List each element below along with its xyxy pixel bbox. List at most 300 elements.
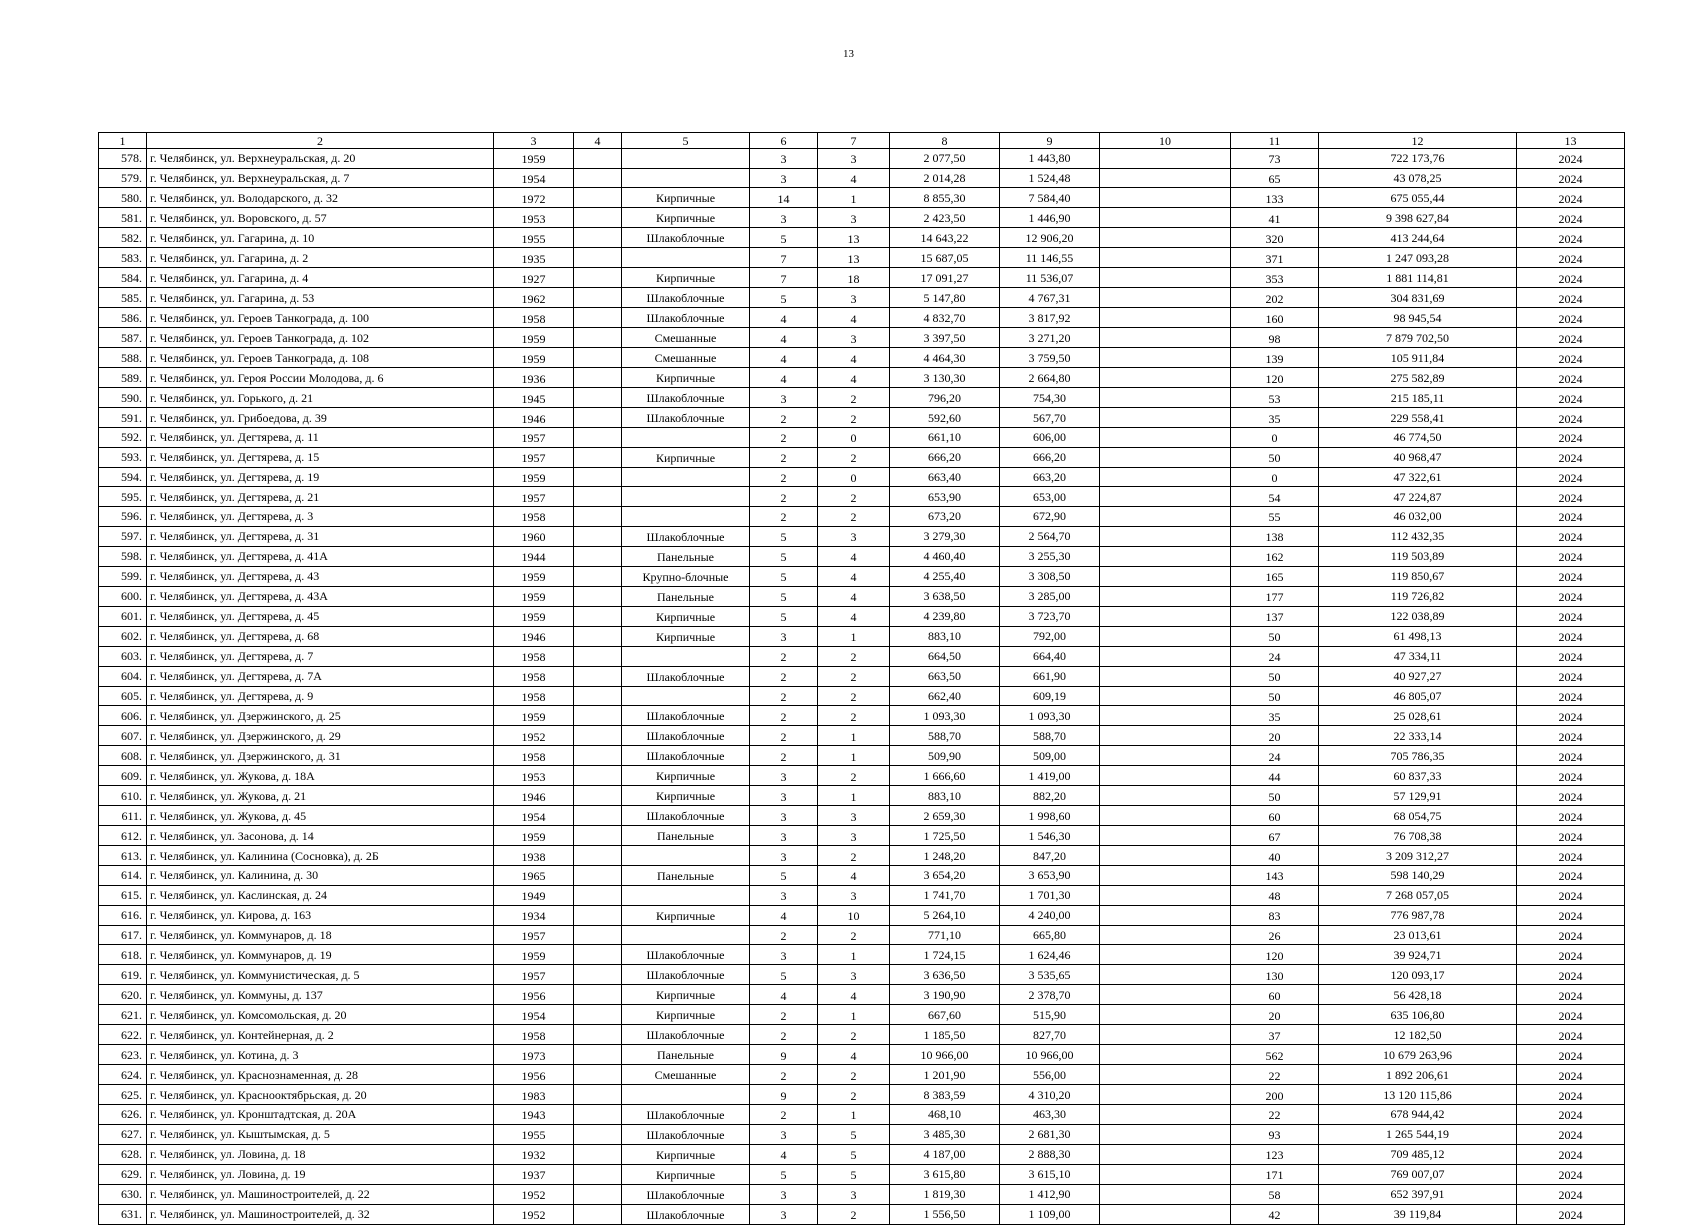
- year-cell: 1956: [494, 985, 574, 1005]
- wall-material-cell: Кирпичные: [622, 905, 750, 925]
- wall-material-cell: [622, 1085, 750, 1105]
- year-cell: 1953: [494, 208, 574, 228]
- floors-cell: 4: [750, 328, 818, 348]
- address-cell: г. Челябинск, ул. Котина, д. 3: [147, 1045, 494, 1065]
- plan-year-cell: 2024: [1517, 1184, 1625, 1204]
- row-number: 594.: [99, 467, 147, 487]
- row-number: 616.: [99, 905, 147, 925]
- col4-cell: [574, 1124, 622, 1144]
- entrances-cell: 4: [818, 368, 890, 388]
- floors-cell: 2: [750, 746, 818, 766]
- plan-year-cell: 2024: [1517, 1104, 1625, 1124]
- row-number: 617.: [99, 925, 147, 945]
- col4-cell: [574, 368, 622, 388]
- cost-cell: 22 333,14: [1319, 726, 1517, 746]
- total-area-cell: 15 687,05: [890, 248, 1000, 268]
- table-row: [99, 288, 1625, 308]
- col4-cell: [574, 566, 622, 586]
- floors-cell: 3: [750, 766, 818, 786]
- table-row: [99, 846, 1625, 866]
- plan-year-cell: 2024: [1517, 1065, 1625, 1085]
- entrances-cell: 2: [818, 408, 890, 428]
- living-area-cell: 609,19: [1000, 686, 1100, 706]
- col10-cell: [1100, 566, 1231, 586]
- floors-cell: 2: [750, 447, 818, 467]
- residents-cell: 35: [1231, 408, 1319, 428]
- col10-cell: [1100, 726, 1231, 746]
- plan-year-cell: 2024: [1517, 965, 1625, 985]
- entrances-cell: 4: [818, 1045, 890, 1065]
- year-cell: 1972: [494, 188, 574, 208]
- address-cell: г. Челябинск, ул. Дегтярева, д. 31: [147, 526, 494, 546]
- col10-cell: [1100, 925, 1231, 945]
- floors-cell: 5: [750, 228, 818, 248]
- entrances-cell: 4: [818, 985, 890, 1005]
- cost-cell: 598 140,29: [1319, 865, 1517, 885]
- living-area-cell: 664,40: [1000, 646, 1100, 666]
- year-cell: 1953: [494, 766, 574, 786]
- table-row: [99, 1104, 1625, 1124]
- living-area-cell: 661,90: [1000, 666, 1100, 686]
- table-row: [99, 905, 1625, 925]
- address-cell: г. Челябинск, ул. Засонова, д. 14: [147, 826, 494, 846]
- table-row: [99, 268, 1625, 288]
- floors-cell: 3: [750, 846, 818, 866]
- floors-cell: 5: [750, 566, 818, 586]
- floors-cell: 7: [750, 248, 818, 268]
- floors-cell: 5: [750, 965, 818, 985]
- floors-cell: 4: [750, 308, 818, 328]
- entrances-cell: 0: [818, 467, 890, 487]
- table-row: [99, 806, 1625, 826]
- cost-cell: 709 485,12: [1319, 1144, 1517, 1164]
- living-area-cell: 3 723,70: [1000, 606, 1100, 626]
- wall-material-cell: [622, 248, 750, 268]
- cost-cell: 3 209 312,27: [1319, 846, 1517, 866]
- floors-cell: 3: [750, 826, 818, 846]
- address-cell: г. Челябинск, ул. Коммунаров, д. 18: [147, 925, 494, 945]
- plan-year-cell: 2024: [1517, 1164, 1625, 1184]
- col4-cell: [574, 188, 622, 208]
- plan-year-cell: 2024: [1517, 487, 1625, 507]
- entrances-cell: 4: [818, 606, 890, 626]
- table-row: [99, 606, 1625, 626]
- living-area-cell: 11 536,07: [1000, 268, 1100, 288]
- total-area-cell: 3 485,30: [890, 1124, 1000, 1144]
- cost-cell: 119 850,67: [1319, 566, 1517, 586]
- living-area-cell: 2 681,30: [1000, 1124, 1100, 1144]
- living-area-cell: 3 615,10: [1000, 1164, 1100, 1184]
- address-cell: г. Челябинск, ул. Дегтярева, д. 68: [147, 626, 494, 646]
- col4-cell: [574, 726, 622, 746]
- cost-cell: 68 054,75: [1319, 806, 1517, 826]
- col10-cell: [1100, 447, 1231, 467]
- year-cell: 1932: [494, 1144, 574, 1164]
- col4-cell: [574, 546, 622, 566]
- residents-cell: 137: [1231, 606, 1319, 626]
- living-area-cell: 665,80: [1000, 925, 1100, 945]
- living-area-cell: 3 308,50: [1000, 566, 1100, 586]
- table-row: [99, 1025, 1625, 1045]
- row-number: 603.: [99, 646, 147, 666]
- cost-cell: 776 987,78: [1319, 905, 1517, 925]
- col10-cell: [1100, 1104, 1231, 1124]
- plan-year-cell: 2024: [1517, 786, 1625, 806]
- wall-material-cell: Панельные: [622, 826, 750, 846]
- col4-cell: [574, 606, 622, 626]
- floors-cell: 3: [750, 1184, 818, 1204]
- residents-cell: 138: [1231, 526, 1319, 546]
- col10-cell: [1100, 646, 1231, 666]
- table-row: [99, 746, 1625, 766]
- floors-cell: 3: [750, 149, 818, 169]
- col10-cell: [1100, 507, 1231, 527]
- living-area-cell: 1 624,46: [1000, 945, 1100, 965]
- col4-cell: [574, 666, 622, 686]
- entrances-cell: 3: [818, 806, 890, 826]
- cost-cell: 46 032,00: [1319, 507, 1517, 527]
- total-area-cell: 664,50: [890, 646, 1000, 666]
- address-cell: г. Челябинск, ул. Гагарина, д. 2: [147, 248, 494, 268]
- total-area-cell: 2 077,50: [890, 149, 1000, 169]
- residents-cell: 65: [1231, 168, 1319, 188]
- residents-cell: 50: [1231, 626, 1319, 646]
- floors-cell: 4: [750, 985, 818, 1005]
- cost-cell: 119 503,89: [1319, 546, 1517, 566]
- table-row: [99, 1065, 1625, 1085]
- col10-cell: [1100, 586, 1231, 606]
- floors-cell: 4: [750, 348, 818, 368]
- col10-cell: [1100, 865, 1231, 885]
- plan-year-cell: 2024: [1517, 925, 1625, 945]
- total-area-cell: 588,70: [890, 726, 1000, 746]
- col4-cell: [574, 1184, 622, 1204]
- residents-cell: 171: [1231, 1164, 1319, 1184]
- floors-cell: 7: [750, 268, 818, 288]
- cost-cell: 40 968,47: [1319, 447, 1517, 467]
- wall-material-cell: [622, 925, 750, 945]
- col10-cell: [1100, 228, 1231, 248]
- column-header-2: 2: [147, 133, 494, 149]
- year-cell: 1959: [494, 945, 574, 965]
- floors-cell: 5: [750, 1164, 818, 1184]
- address-cell: г. Челябинск, ул. Коммунаров, д. 19: [147, 945, 494, 965]
- plan-year-cell: 2024: [1517, 606, 1625, 626]
- living-area-cell: 1 701,30: [1000, 885, 1100, 905]
- row-number: 578.: [99, 149, 147, 169]
- floors-cell: 2: [750, 428, 818, 448]
- year-cell: 1958: [494, 308, 574, 328]
- col10-cell: [1100, 746, 1231, 766]
- total-area-cell: 2 014,28: [890, 168, 1000, 188]
- floors-cell: 2: [750, 726, 818, 746]
- row-number: 622.: [99, 1025, 147, 1045]
- table-row: [99, 428, 1625, 448]
- table-row: [99, 507, 1625, 527]
- living-area-cell: 2 564,70: [1000, 526, 1100, 546]
- col10-cell: [1100, 706, 1231, 726]
- col4-cell: [574, 865, 622, 885]
- cost-cell: 47 322,61: [1319, 467, 1517, 487]
- table-row: [99, 786, 1625, 806]
- row-number: 615.: [99, 885, 147, 905]
- year-cell: 1958: [494, 746, 574, 766]
- table-row: [99, 168, 1625, 188]
- living-area-cell: 792,00: [1000, 626, 1100, 646]
- living-area-cell: 4 767,31: [1000, 288, 1100, 308]
- living-area-cell: 3 817,92: [1000, 308, 1100, 328]
- floors-cell: 3: [750, 885, 818, 905]
- entrances-cell: 2: [818, 846, 890, 866]
- year-cell: 1934: [494, 905, 574, 925]
- col4-cell: [574, 507, 622, 527]
- living-area-cell: 3 653,90: [1000, 865, 1100, 885]
- floors-cell: 9: [750, 1045, 818, 1065]
- plan-year-cell: 2024: [1517, 646, 1625, 666]
- table-row: [99, 566, 1625, 586]
- entrances-cell: 3: [818, 288, 890, 308]
- wall-material-cell: Шлакоблочные: [622, 965, 750, 985]
- col4-cell: [574, 1085, 622, 1105]
- plan-year-cell: 2024: [1517, 1124, 1625, 1144]
- table-row: [99, 467, 1625, 487]
- year-cell: 1935: [494, 248, 574, 268]
- plan-year-cell: 2024: [1517, 1144, 1625, 1164]
- col4-cell: [574, 348, 622, 368]
- entrances-cell: 4: [818, 348, 890, 368]
- residents-cell: 53: [1231, 388, 1319, 408]
- wall-material-cell: Кирпичные: [622, 1164, 750, 1184]
- col4-cell: [574, 149, 622, 169]
- address-cell: г. Челябинск, ул. Машиностроителей, д. 32: [147, 1204, 494, 1224]
- col10-cell: [1100, 686, 1231, 706]
- cost-cell: 678 944,42: [1319, 1104, 1517, 1124]
- residents-cell: 177: [1231, 586, 1319, 606]
- plan-year-cell: 2024: [1517, 447, 1625, 467]
- entrances-cell: 13: [818, 228, 890, 248]
- wall-material-cell: Смешанные: [622, 328, 750, 348]
- address-cell: г. Челябинск, ул. Героев Танкограда, д. 100: [147, 308, 494, 328]
- table-row: [99, 646, 1625, 666]
- cost-cell: 304 831,69: [1319, 288, 1517, 308]
- living-area-cell: 882,20: [1000, 786, 1100, 806]
- floors-cell: 5: [750, 288, 818, 308]
- address-cell: г. Челябинск, ул. Краснознаменная, д. 28: [147, 1065, 494, 1085]
- entrances-cell: 3: [818, 1184, 890, 1204]
- col10-cell: [1100, 885, 1231, 905]
- address-cell: г. Челябинск, ул. Дзержинского, д. 31: [147, 746, 494, 766]
- year-cell: 1954: [494, 1005, 574, 1025]
- col4-cell: [574, 168, 622, 188]
- plan-year-cell: 2024: [1517, 1005, 1625, 1025]
- year-cell: 1958: [494, 507, 574, 527]
- plan-year-cell: 2024: [1517, 467, 1625, 487]
- plan-year-cell: 2024: [1517, 168, 1625, 188]
- wall-material-cell: Шлакоблочные: [622, 726, 750, 746]
- floors-cell: 2: [750, 666, 818, 686]
- col10-cell: [1100, 308, 1231, 328]
- cost-cell: 652 397,91: [1319, 1184, 1517, 1204]
- address-cell: г. Челябинск, ул. Гагарина, д. 10: [147, 228, 494, 248]
- col10-cell: [1100, 388, 1231, 408]
- cost-cell: 769 007,07: [1319, 1164, 1517, 1184]
- wall-material-cell: [622, 467, 750, 487]
- wall-material-cell: Кирпичные: [622, 1005, 750, 1025]
- col4-cell: [574, 706, 622, 726]
- column-header-13: 13: [1517, 133, 1625, 149]
- row-number: 583.: [99, 248, 147, 268]
- plan-year-cell: 2024: [1517, 408, 1625, 428]
- address-cell: г. Челябинск, ул. Калинина (Сосновка), д. 2Б: [147, 846, 494, 866]
- table-row: [99, 766, 1625, 786]
- total-area-cell: 1 725,50: [890, 826, 1000, 846]
- year-cell: 1927: [494, 268, 574, 288]
- cost-cell: 722 173,76: [1319, 149, 1517, 169]
- total-area-cell: 1 741,70: [890, 885, 1000, 905]
- living-area-cell: 2 378,70: [1000, 985, 1100, 1005]
- row-number: 591.: [99, 408, 147, 428]
- table-row: [99, 726, 1625, 746]
- entrances-cell: 4: [818, 566, 890, 586]
- row-number: 598.: [99, 546, 147, 566]
- wall-material-cell: Шлакоблочные: [622, 1204, 750, 1224]
- living-area-cell: 1 093,30: [1000, 706, 1100, 726]
- column-header-3: 3: [494, 133, 574, 149]
- year-cell: 1959: [494, 467, 574, 487]
- wall-material-cell: Шлакоблочные: [622, 1025, 750, 1045]
- cost-cell: 1 881 114,81: [1319, 268, 1517, 288]
- residents-cell: 123: [1231, 1144, 1319, 1164]
- year-cell: 1959: [494, 826, 574, 846]
- total-area-cell: 4 187,00: [890, 1144, 1000, 1164]
- living-area-cell: 509,00: [1000, 746, 1100, 766]
- wall-material-cell: [622, 646, 750, 666]
- residents-cell: 320: [1231, 228, 1319, 248]
- row-number: 599.: [99, 566, 147, 586]
- address-cell: г. Челябинск, ул. Калинина, д. 30: [147, 865, 494, 885]
- entrances-cell: 3: [818, 328, 890, 348]
- address-cell: г. Челябинск, ул. Дегтярева, д. 19: [147, 467, 494, 487]
- table-row: [99, 388, 1625, 408]
- entrances-cell: 13: [818, 248, 890, 268]
- col10-cell: [1100, 1184, 1231, 1204]
- table-row: [99, 666, 1625, 686]
- total-area-cell: 666,20: [890, 447, 1000, 467]
- total-area-cell: 5 264,10: [890, 905, 1000, 925]
- year-cell: 1956: [494, 1065, 574, 1085]
- row-number: 610.: [99, 786, 147, 806]
- plan-year-cell: 2024: [1517, 248, 1625, 268]
- address-cell: г. Челябинск, ул. Дзержинского, д. 29: [147, 726, 494, 746]
- row-number: 631.: [99, 1204, 147, 1224]
- table-row: [99, 706, 1625, 726]
- col4-cell: [574, 586, 622, 606]
- row-number: 607.: [99, 726, 147, 746]
- year-cell: 1959: [494, 566, 574, 586]
- cost-cell: 39 924,71: [1319, 945, 1517, 965]
- living-area-cell: 588,70: [1000, 726, 1100, 746]
- total-area-cell: 661,10: [890, 428, 1000, 448]
- address-cell: г. Челябинск, ул. Контейнерная, д. 2: [147, 1025, 494, 1045]
- row-number: 625.: [99, 1085, 147, 1105]
- wall-material-cell: Панельные: [622, 546, 750, 566]
- address-cell: г. Челябинск, ул. Дегтярева, д. 43: [147, 566, 494, 586]
- col4-cell: [574, 428, 622, 448]
- wall-material-cell: Шлакоблочные: [622, 806, 750, 826]
- residents-cell: 24: [1231, 746, 1319, 766]
- cost-cell: 105 911,84: [1319, 348, 1517, 368]
- entrances-cell: 2: [818, 666, 890, 686]
- plan-year-cell: 2024: [1517, 626, 1625, 646]
- row-number: 612.: [99, 826, 147, 846]
- wall-material-cell: Шлакоблочные: [622, 308, 750, 328]
- total-area-cell: 1 819,30: [890, 1184, 1000, 1204]
- total-area-cell: 8 383,59: [890, 1085, 1000, 1105]
- cost-cell: 7 879 702,50: [1319, 328, 1517, 348]
- table-row: [99, 328, 1625, 348]
- entrances-cell: 3: [818, 149, 890, 169]
- row-number: 589.: [99, 368, 147, 388]
- row-number: 621.: [99, 1005, 147, 1025]
- row-number: 627.: [99, 1124, 147, 1144]
- floors-cell: 3: [750, 626, 818, 646]
- cost-cell: 40 927,27: [1319, 666, 1517, 686]
- cost-cell: 9 398 627,84: [1319, 208, 1517, 228]
- living-area-cell: 515,90: [1000, 1005, 1100, 1025]
- address-cell: г. Челябинск, ул. Коммунистическая, д. 5: [147, 965, 494, 985]
- floors-cell: 3: [750, 945, 818, 965]
- cost-cell: 61 498,13: [1319, 626, 1517, 646]
- total-area-cell: 883,10: [890, 786, 1000, 806]
- wall-material-cell: [622, 428, 750, 448]
- col10-cell: [1100, 149, 1231, 169]
- col10-cell: [1100, 467, 1231, 487]
- living-area-cell: 1 443,80: [1000, 149, 1100, 169]
- col4-cell: [574, 288, 622, 308]
- table-row: [99, 965, 1625, 985]
- entrances-cell: 1: [818, 945, 890, 965]
- entrances-cell: 1: [818, 188, 890, 208]
- col10-cell: [1100, 208, 1231, 228]
- year-cell: 1936: [494, 368, 574, 388]
- residents-cell: 143: [1231, 865, 1319, 885]
- residents-cell: 42: [1231, 1204, 1319, 1224]
- residents-cell: 73: [1231, 149, 1319, 169]
- living-area-cell: 847,20: [1000, 846, 1100, 866]
- total-area-cell: 667,60: [890, 1005, 1000, 1025]
- total-area-cell: 771,10: [890, 925, 1000, 945]
- residents-cell: 50: [1231, 666, 1319, 686]
- floors-cell: 2: [750, 646, 818, 666]
- entrances-cell: 5: [818, 1144, 890, 1164]
- residents-cell: 37: [1231, 1025, 1319, 1045]
- col4-cell: [574, 626, 622, 646]
- address-cell: г. Челябинск, ул. Горького, д. 21: [147, 388, 494, 408]
- col10-cell: [1100, 526, 1231, 546]
- total-area-cell: 653,90: [890, 487, 1000, 507]
- wall-material-cell: Кирпичные: [622, 368, 750, 388]
- wall-material-cell: Панельные: [622, 1045, 750, 1065]
- residents-cell: 165: [1231, 566, 1319, 586]
- residents-cell: 50: [1231, 786, 1319, 806]
- total-area-cell: 1 556,50: [890, 1204, 1000, 1224]
- row-number: 580.: [99, 188, 147, 208]
- col10-cell: [1100, 1045, 1231, 1065]
- entrances-cell: 1: [818, 726, 890, 746]
- floors-cell: 3: [750, 208, 818, 228]
- address-cell: г. Челябинск, ул. Дегтярева, д. 21: [147, 487, 494, 507]
- row-number: 623.: [99, 1045, 147, 1065]
